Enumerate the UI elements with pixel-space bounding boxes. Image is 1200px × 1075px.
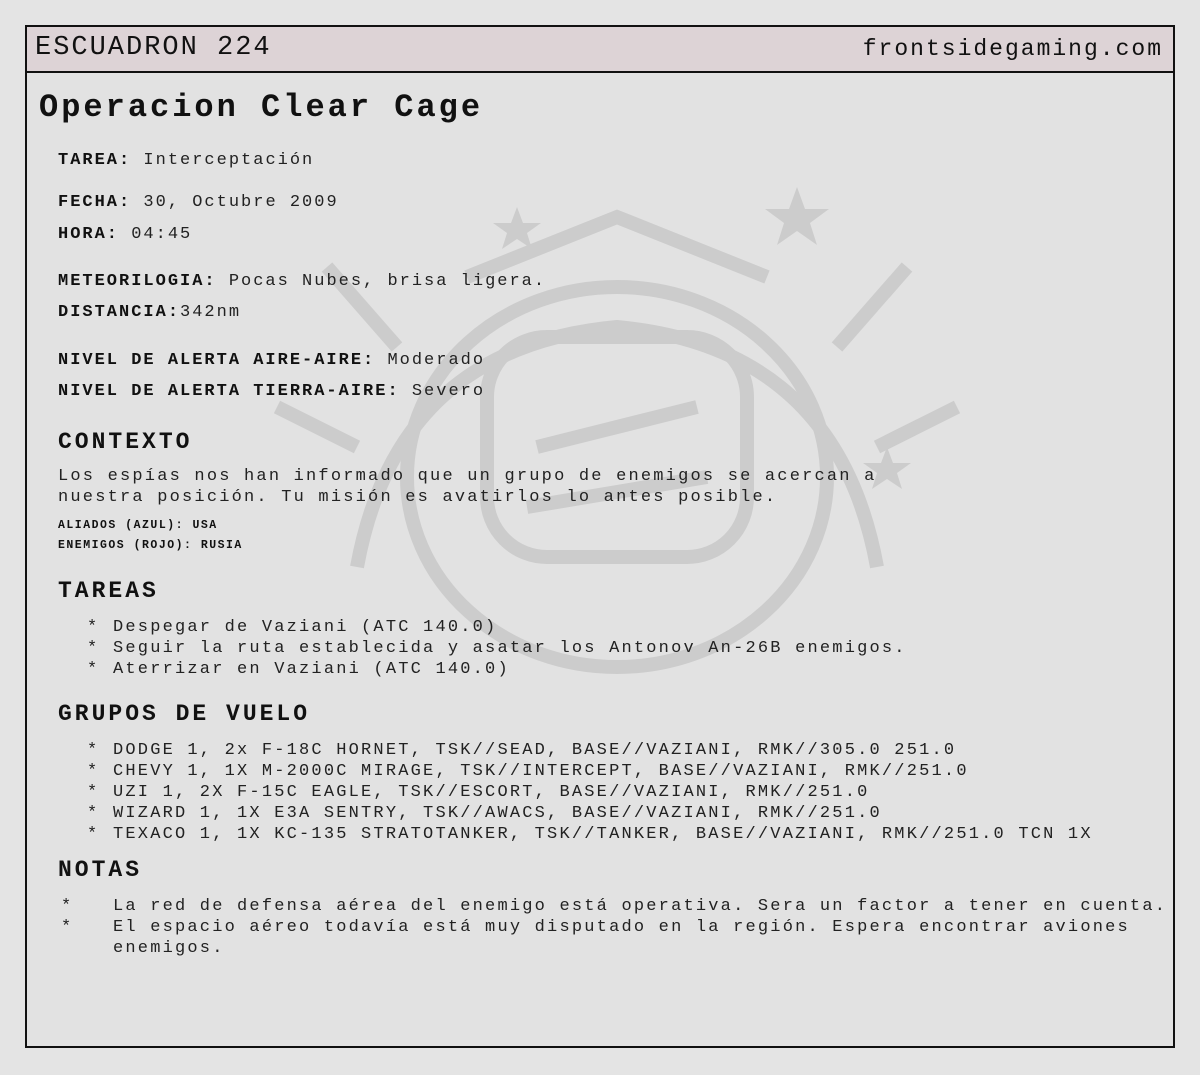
notas-heading: NOTAS (58, 857, 143, 883)
list-item: * Seguir la ruta establecida y asatar los Antonov An-26B enemigos. (87, 639, 907, 658)
briefing-content (27, 27, 1173, 1046)
list-item: * DODGE 1, 2x F-18C HORNET, TSK//SEAD, BASE//VAZIANI, RMK//305.0 251.0 (87, 741, 957, 760)
site-name: frontsidegaming.com (862, 36, 1163, 62)
notas-list (61, 896, 1173, 959)
grupos-heading: GRUPOS DE VUELO (58, 701, 311, 727)
hora-value: 04:45 (131, 225, 193, 244)
field-hora (58, 225, 192, 244)
alerta-aa-value: Moderado (387, 351, 486, 370)
aliados-label: ALIADOS (AZUL): (58, 519, 185, 532)
distancia-value: 342nm (180, 303, 242, 322)
alerta-aa-label: NIVEL DE ALERTA AIRE-AIRE: (58, 351, 376, 370)
meteo-label: METEORILOGIA: (58, 272, 217, 291)
operation-title: Operacion Clear Cage (39, 89, 484, 126)
field-alerta-tierra-aire (58, 382, 485, 401)
tareas-list (87, 617, 907, 680)
list-item: * WIZARD 1, 1X E3A SENTRY, TSK//AWACS, BASE//VAZIANI, RMK//251.0 (87, 804, 882, 823)
field-alerta-aire-aire (58, 351, 485, 370)
contexto-heading: CONTEXTO (58, 429, 193, 455)
enemigos-value: RUSIA (200, 539, 243, 552)
fecha-value: 30, Octubre 2009 (143, 193, 339, 212)
list-item: * UZI 1, 2X F-15C EAGLE, TSK//ESCORT, BASE//VAZIANI, RMK//251.0 (87, 783, 870, 802)
contexto-line: nuestra posición. Tu misión es avatirlos lo antes posible. (58, 488, 778, 507)
tarea-label: TAREA: (58, 151, 132, 170)
tarea-value: Interceptación (143, 151, 315, 170)
field-distancia (58, 303, 241, 322)
enemigos-label: ENEMIGOS (ROJO): (58, 539, 193, 552)
meteo-value: Pocas Nubes, brisa ligera. (228, 272, 547, 291)
contexto-text (58, 466, 877, 508)
list-item: * Aterrizar en Vaziani (ATC 140.0) (87, 660, 510, 679)
alerta-ta-value: Severo (411, 382, 486, 401)
squadron-name: ESCUADRON 224 (35, 33, 272, 63)
list-item: * El espacio aéreo todavía está muy disputado en la región. Espera encontrar aviones enemigos. (61, 918, 1130, 958)
contexto-line: Los espías nos han informado que un grupo de enemigos se acercan a (58, 467, 877, 486)
aliados-row (58, 519, 218, 532)
list-item: * Despegar de Vaziani (ATC 140.0) (87, 618, 498, 637)
fecha-label: FECHA: (58, 193, 132, 212)
distancia-label: DISTANCIA: (58, 303, 181, 322)
briefing-card (25, 25, 1175, 1048)
list-item: * CHEVY 1, 1X M-2000C MIRAGE, TSK//INTERCEPT, BASE//VAZIANI, RMK//251.0 (87, 762, 969, 781)
grupos-list (87, 740, 1093, 845)
field-fecha (58, 193, 339, 212)
field-meteorologia (58, 272, 546, 291)
tareas-heading: TAREAS (58, 578, 159, 604)
hora-label: HORA: (58, 225, 120, 244)
list-item: * TEXACO 1, 1X KC-135 STRATOTANKER, TSK//TANKER, BASE//VAZIANI, RMK//251.0 TCN 1X (87, 825, 1093, 844)
enemigos-row (58, 539, 243, 552)
alerta-ta-label: NIVEL DE ALERTA TIERRA-AIRE: (58, 382, 400, 401)
aliados-value: USA (192, 519, 218, 532)
field-tarea (58, 151, 314, 170)
list-item: * La red de defensa aérea del enemigo está operativa. Sera un factor a tener en cuenta. (61, 897, 1168, 916)
